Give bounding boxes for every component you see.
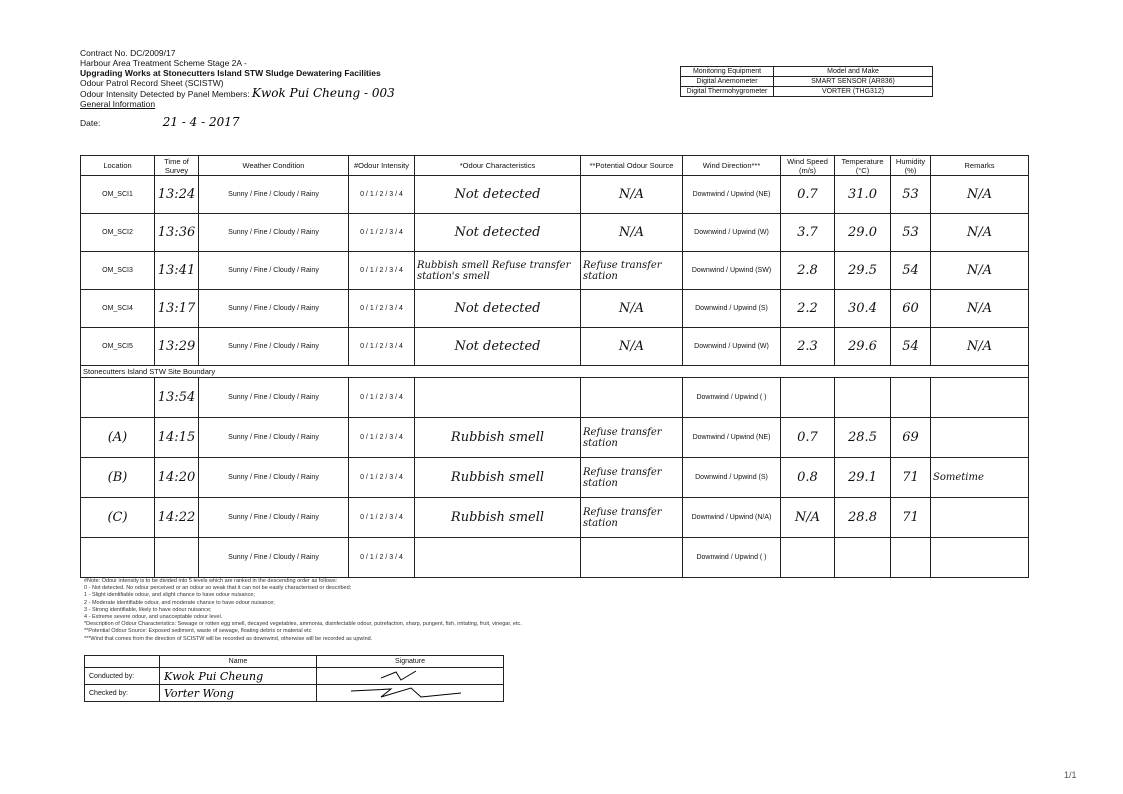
weather-cell: Sunny / Fine / Cloudy / Rainy — [199, 252, 349, 290]
remarks-cell — [931, 538, 1029, 578]
signature-mark — [321, 685, 491, 699]
characteristics-cell: Not detected — [415, 214, 581, 252]
time-cell: 14:20 — [155, 458, 199, 498]
humidity-cell — [891, 538, 931, 578]
column-header: Wind Speed (m/s) — [781, 156, 835, 176]
source-cell: Refuse transfer station — [581, 418, 683, 458]
weather-cell: Sunny / Fine / Cloudy / Rainy — [199, 418, 349, 458]
location-cell: OM_SCI3 — [81, 252, 155, 290]
general-information-heading: General Information — [80, 99, 156, 109]
weather-cell: Sunny / Fine / Cloudy / Rainy — [199, 214, 349, 252]
temperature-cell: 28.5 — [835, 418, 891, 458]
source-cell: Refuse transfer station — [581, 252, 683, 290]
table-row — [81, 176, 1029, 214]
intensity-cell: 0 / 1 / 2 / 3 / 4 — [349, 458, 415, 498]
date-line — [80, 117, 395, 128]
remarks-cell: N/A — [931, 290, 1029, 328]
wind-direction-cell: Downwind / Upwind (NE) — [683, 176, 781, 214]
header-row — [81, 156, 1029, 176]
remarks-cell — [931, 418, 1029, 458]
humidity-cell: 53 — [891, 214, 931, 252]
intensity-cell: 0 / 1 / 2 / 3 / 4 — [349, 378, 415, 418]
intensity-cell: 0 / 1 / 2 / 3 / 4 — [349, 498, 415, 538]
time-cell: 14:22 — [155, 498, 199, 538]
column-header: Weather Condition — [199, 156, 349, 176]
note-line: 3 - Strong identifiable, likely to have odour nuisance; — [84, 606, 212, 613]
column-header: Temperature (°C) — [835, 156, 891, 176]
source-cell — [581, 378, 683, 418]
signoff-table — [84, 655, 504, 702]
wind-speed-cell: N/A — [781, 498, 835, 538]
weather-cell: Sunny / Fine / Cloudy / Rainy — [199, 378, 349, 418]
panel-line — [80, 88, 395, 99]
note-line: ***Wind that comes from the direction of SCISTW will be recorded as downwind, otherwise will be recorded as upwind. — [84, 635, 373, 642]
column-header: **Potential Odour Source — [581, 156, 683, 176]
column-header: Time of Survey — [155, 156, 199, 176]
table-row — [81, 290, 1029, 328]
weather-cell: Sunny / Fine / Cloudy / Rainy — [199, 498, 349, 538]
table-row — [81, 458, 1029, 498]
section-row — [81, 366, 1029, 378]
note-line: *Description of Odour Characteristics: Sewage or rotten egg smell, decayed vegetables, ammonia, disinfectable odour, putrefaction, sharp, pungent, fish, irritating, fruit, vinegar, etc. — [84, 621, 522, 628]
conducted-by-name: Kwok Pui Cheung — [160, 668, 317, 685]
notes — [84, 578, 522, 643]
source-cell: N/A — [581, 290, 683, 328]
location-cell: OM_SCI5 — [81, 328, 155, 366]
source-cell — [581, 538, 683, 578]
table-row — [81, 378, 1029, 418]
remarks-cell — [931, 498, 1029, 538]
characteristics-cell: Not detected — [415, 328, 581, 366]
characteristics-cell: Not detected — [415, 290, 581, 328]
intensity-cell: 0 / 1 / 2 / 3 / 4 — [349, 418, 415, 458]
project-title: Harbour Area Treatment Scheme Stage 2A - — [80, 58, 247, 68]
temperature-cell: 29.5 — [835, 252, 891, 290]
equipment-row — [681, 87, 933, 97]
temperature-cell: 28.8 — [835, 498, 891, 538]
panel-label: Odour Intensity Detected by Panel Members: — [80, 89, 250, 99]
time-cell: 13:17 — [155, 290, 199, 328]
characteristics-cell — [415, 378, 581, 418]
humidity-cell — [891, 378, 931, 418]
source-cell: N/A — [581, 328, 683, 366]
column-header: *Odour Characteristics — [415, 156, 581, 176]
temperature-cell: 30.4 — [835, 290, 891, 328]
equipment-row — [681, 77, 933, 87]
remarks-cell: N/A — [931, 252, 1029, 290]
date-label: Date: — [80, 118, 101, 128]
characteristics-cell — [415, 538, 581, 578]
remarks-cell: Sometime — [931, 458, 1029, 498]
location-cell: (A) — [81, 418, 155, 458]
wind-speed-cell: 2.8 — [781, 252, 835, 290]
source-cell: N/A — [581, 176, 683, 214]
note-line: **Potential Odour Source: Exposed sediment, waste of sewage, floating debris or material etc — [84, 628, 312, 635]
signoff-corner — [85, 656, 160, 668]
source-cell: Refuse transfer station — [581, 498, 683, 538]
intensity-cell: 0 / 1 / 2 / 3 / 4 — [349, 176, 415, 214]
weather-cell: Sunny / Fine / Cloudy / Rainy — [199, 176, 349, 214]
humidity-cell: 71 — [891, 498, 931, 538]
intensity-cell: 0 / 1 / 2 / 3 / 4 — [349, 538, 415, 578]
humidity-cell: 54 — [891, 252, 931, 290]
table-row — [81, 252, 1029, 290]
temperature-cell: 29.1 — [835, 458, 891, 498]
signoff-row — [85, 685, 504, 702]
wind-direction-cell: Downwind / Upwind (W) — [683, 328, 781, 366]
wind-direction-cell: Downwind / Upwind (S) — [683, 458, 781, 498]
works-title: Upgrading Works at Stonecutters Island STW Sludge Dewatering Facilities — [80, 68, 381, 78]
temperature-cell: 29.6 — [835, 328, 891, 366]
source-cell: N/A — [581, 214, 683, 252]
intensity-cell: 0 / 1 / 2 / 3 / 4 — [349, 328, 415, 366]
wind-speed-cell — [781, 538, 835, 578]
humidity-cell: 53 — [891, 176, 931, 214]
time-cell: 13:29 — [155, 328, 199, 366]
weather-cell: Sunny / Fine / Cloudy / Rainy — [199, 458, 349, 498]
name-header: Name — [160, 656, 317, 668]
section-label: Stonecutters Island STW Site Boundary — [81, 366, 1029, 378]
weather-cell: Sunny / Fine / Cloudy / Rainy — [199, 290, 349, 328]
remarks-cell: N/A — [931, 214, 1029, 252]
sheet-title: Odour Patrol Record Sheet (SCISTW) — [80, 78, 224, 88]
time-cell: 13:54 — [155, 378, 199, 418]
humidity-cell: 60 — [891, 290, 931, 328]
odour-record-table — [80, 155, 1029, 578]
characteristics-cell: Rubbish smell — [415, 498, 581, 538]
remarks-cell — [931, 378, 1029, 418]
column-header: Wind Direction*** — [683, 156, 781, 176]
intensity-cell: 0 / 1 / 2 / 3 / 4 — [349, 290, 415, 328]
location-cell — [81, 378, 155, 418]
wind-direction-cell: Downwind / Upwind (W) — [683, 214, 781, 252]
checked-by-signature — [317, 685, 504, 702]
wind-speed-cell: 0.7 — [781, 418, 835, 458]
conducted-by-label: Conducted by: — [85, 668, 160, 685]
signature-header: Signature — [317, 656, 504, 668]
time-cell — [155, 538, 199, 578]
weather-cell: Sunny / Fine / Cloudy / Rainy — [199, 538, 349, 578]
intensity-cell: 0 / 1 / 2 / 3 / 4 — [349, 214, 415, 252]
table-row — [81, 538, 1029, 578]
wind-direction-cell: Downwind / Upwind (S) — [683, 290, 781, 328]
time-cell: 13:24 — [155, 176, 199, 214]
signature-mark — [321, 668, 491, 682]
conducted-by-signature — [317, 668, 504, 685]
location-cell: (C) — [81, 498, 155, 538]
note-line: 4 - Extreme severe odour, and unacceptable odour level. — [84, 614, 223, 621]
characteristics-cell: Rubbish smell — [415, 418, 581, 458]
location-cell: OM_SCI1 — [81, 176, 155, 214]
table-row — [81, 328, 1029, 366]
wind-direction-cell: Downwind / Upwind (N/A) — [683, 498, 781, 538]
wind-speed-cell: 3.7 — [781, 214, 835, 252]
location-cell: (B) — [81, 458, 155, 498]
wind-speed-cell — [781, 378, 835, 418]
location-cell: OM_SCI2 — [81, 214, 155, 252]
temperature-cell — [835, 538, 891, 578]
intensity-cell: 0 / 1 / 2 / 3 / 4 — [349, 252, 415, 290]
source-cell: Refuse transfer station — [581, 458, 683, 498]
equipment-table — [680, 66, 933, 97]
time-cell: 13:36 — [155, 214, 199, 252]
column-header: Location — [81, 156, 155, 176]
temperature-cell: 29.0 — [835, 214, 891, 252]
date-value: 21 - 4 - 2017 — [162, 115, 240, 129]
signoff-header-row — [85, 656, 504, 668]
wind-speed-cell: 0.8 — [781, 458, 835, 498]
wind-direction-cell: Downwind / Upwind ( ) — [683, 538, 781, 578]
characteristics-cell: Rubbish smell — [415, 458, 581, 498]
time-cell: 14:15 — [155, 418, 199, 458]
wind-speed-cell: 0.7 — [781, 176, 835, 214]
humidity-cell: 54 — [891, 328, 931, 366]
temperature-cell: 31.0 — [835, 176, 891, 214]
location-cell: OM_SCI4 — [81, 290, 155, 328]
humidity-cell: 71 — [891, 458, 931, 498]
column-header: #Odour Intensity — [349, 156, 415, 176]
panel-member-name: Kwok Pui Cheung - 003 — [252, 86, 395, 100]
temperature-cell — [835, 378, 891, 418]
column-header: Humidity (%) — [891, 156, 931, 176]
document-header — [80, 48, 395, 128]
location-cell — [81, 538, 155, 578]
equipment-cell: Digital Thermohygrometer — [681, 87, 774, 97]
equipment-cell: VORTER (THG312) — [774, 87, 933, 97]
remarks-cell: N/A — [931, 328, 1029, 366]
signoff-row — [85, 668, 504, 685]
wind-direction-cell: Downwind / Upwind (SW) — [683, 252, 781, 290]
remarks-cell: N/A — [931, 176, 1029, 214]
note-line: #Note: Odour intensity is to be divided into 5 levels which are ranked in the descending order as follows: — [84, 578, 338, 584]
page-number: 1/1 — [1064, 770, 1077, 780]
humidity-cell: 69 — [891, 418, 931, 458]
contract-number: Contract No. DC/2009/17 — [80, 48, 176, 58]
wind-direction-cell: Downwind / Upwind (NE) — [683, 418, 781, 458]
note-line: 0 - Not detected. No odour perceived or an odour so weak that it can not be easily characterised or described; — [84, 585, 352, 592]
equipment-cell: Digital Anemometer — [681, 77, 774, 87]
wind-speed-cell: 2.3 — [781, 328, 835, 366]
equipment-cell: Model and Make — [774, 67, 933, 77]
table-row — [81, 214, 1029, 252]
equipment-cell: Monitoring Equipment — [681, 67, 774, 77]
characteristics-cell: Rubbish smell Refuse transfer station's smell — [415, 252, 581, 290]
checked-by-name: Vorter Wong — [160, 685, 317, 702]
table-row — [81, 418, 1029, 458]
characteristics-cell: Not detected — [415, 176, 581, 214]
wind-direction-cell: Downwind / Upwind ( ) — [683, 378, 781, 418]
wind-speed-cell: 2.2 — [781, 290, 835, 328]
table-row — [81, 498, 1029, 538]
checked-by-label: Checked by: — [85, 685, 160, 702]
equipment-cell: SMART SENSOR (AR836) — [774, 77, 933, 87]
note-line: 1 - Slight identifiable odour, and slight chance to have odour nuisance; — [84, 592, 255, 599]
equipment-row — [681, 67, 933, 77]
column-header: Remarks — [931, 156, 1029, 176]
time-cell: 13:41 — [155, 252, 199, 290]
weather-cell: Sunny / Fine / Cloudy / Rainy — [199, 328, 349, 366]
note-line: 2 - Moderate identifiable odour, and moderate chance to have odour nuisance; — [84, 599, 275, 606]
